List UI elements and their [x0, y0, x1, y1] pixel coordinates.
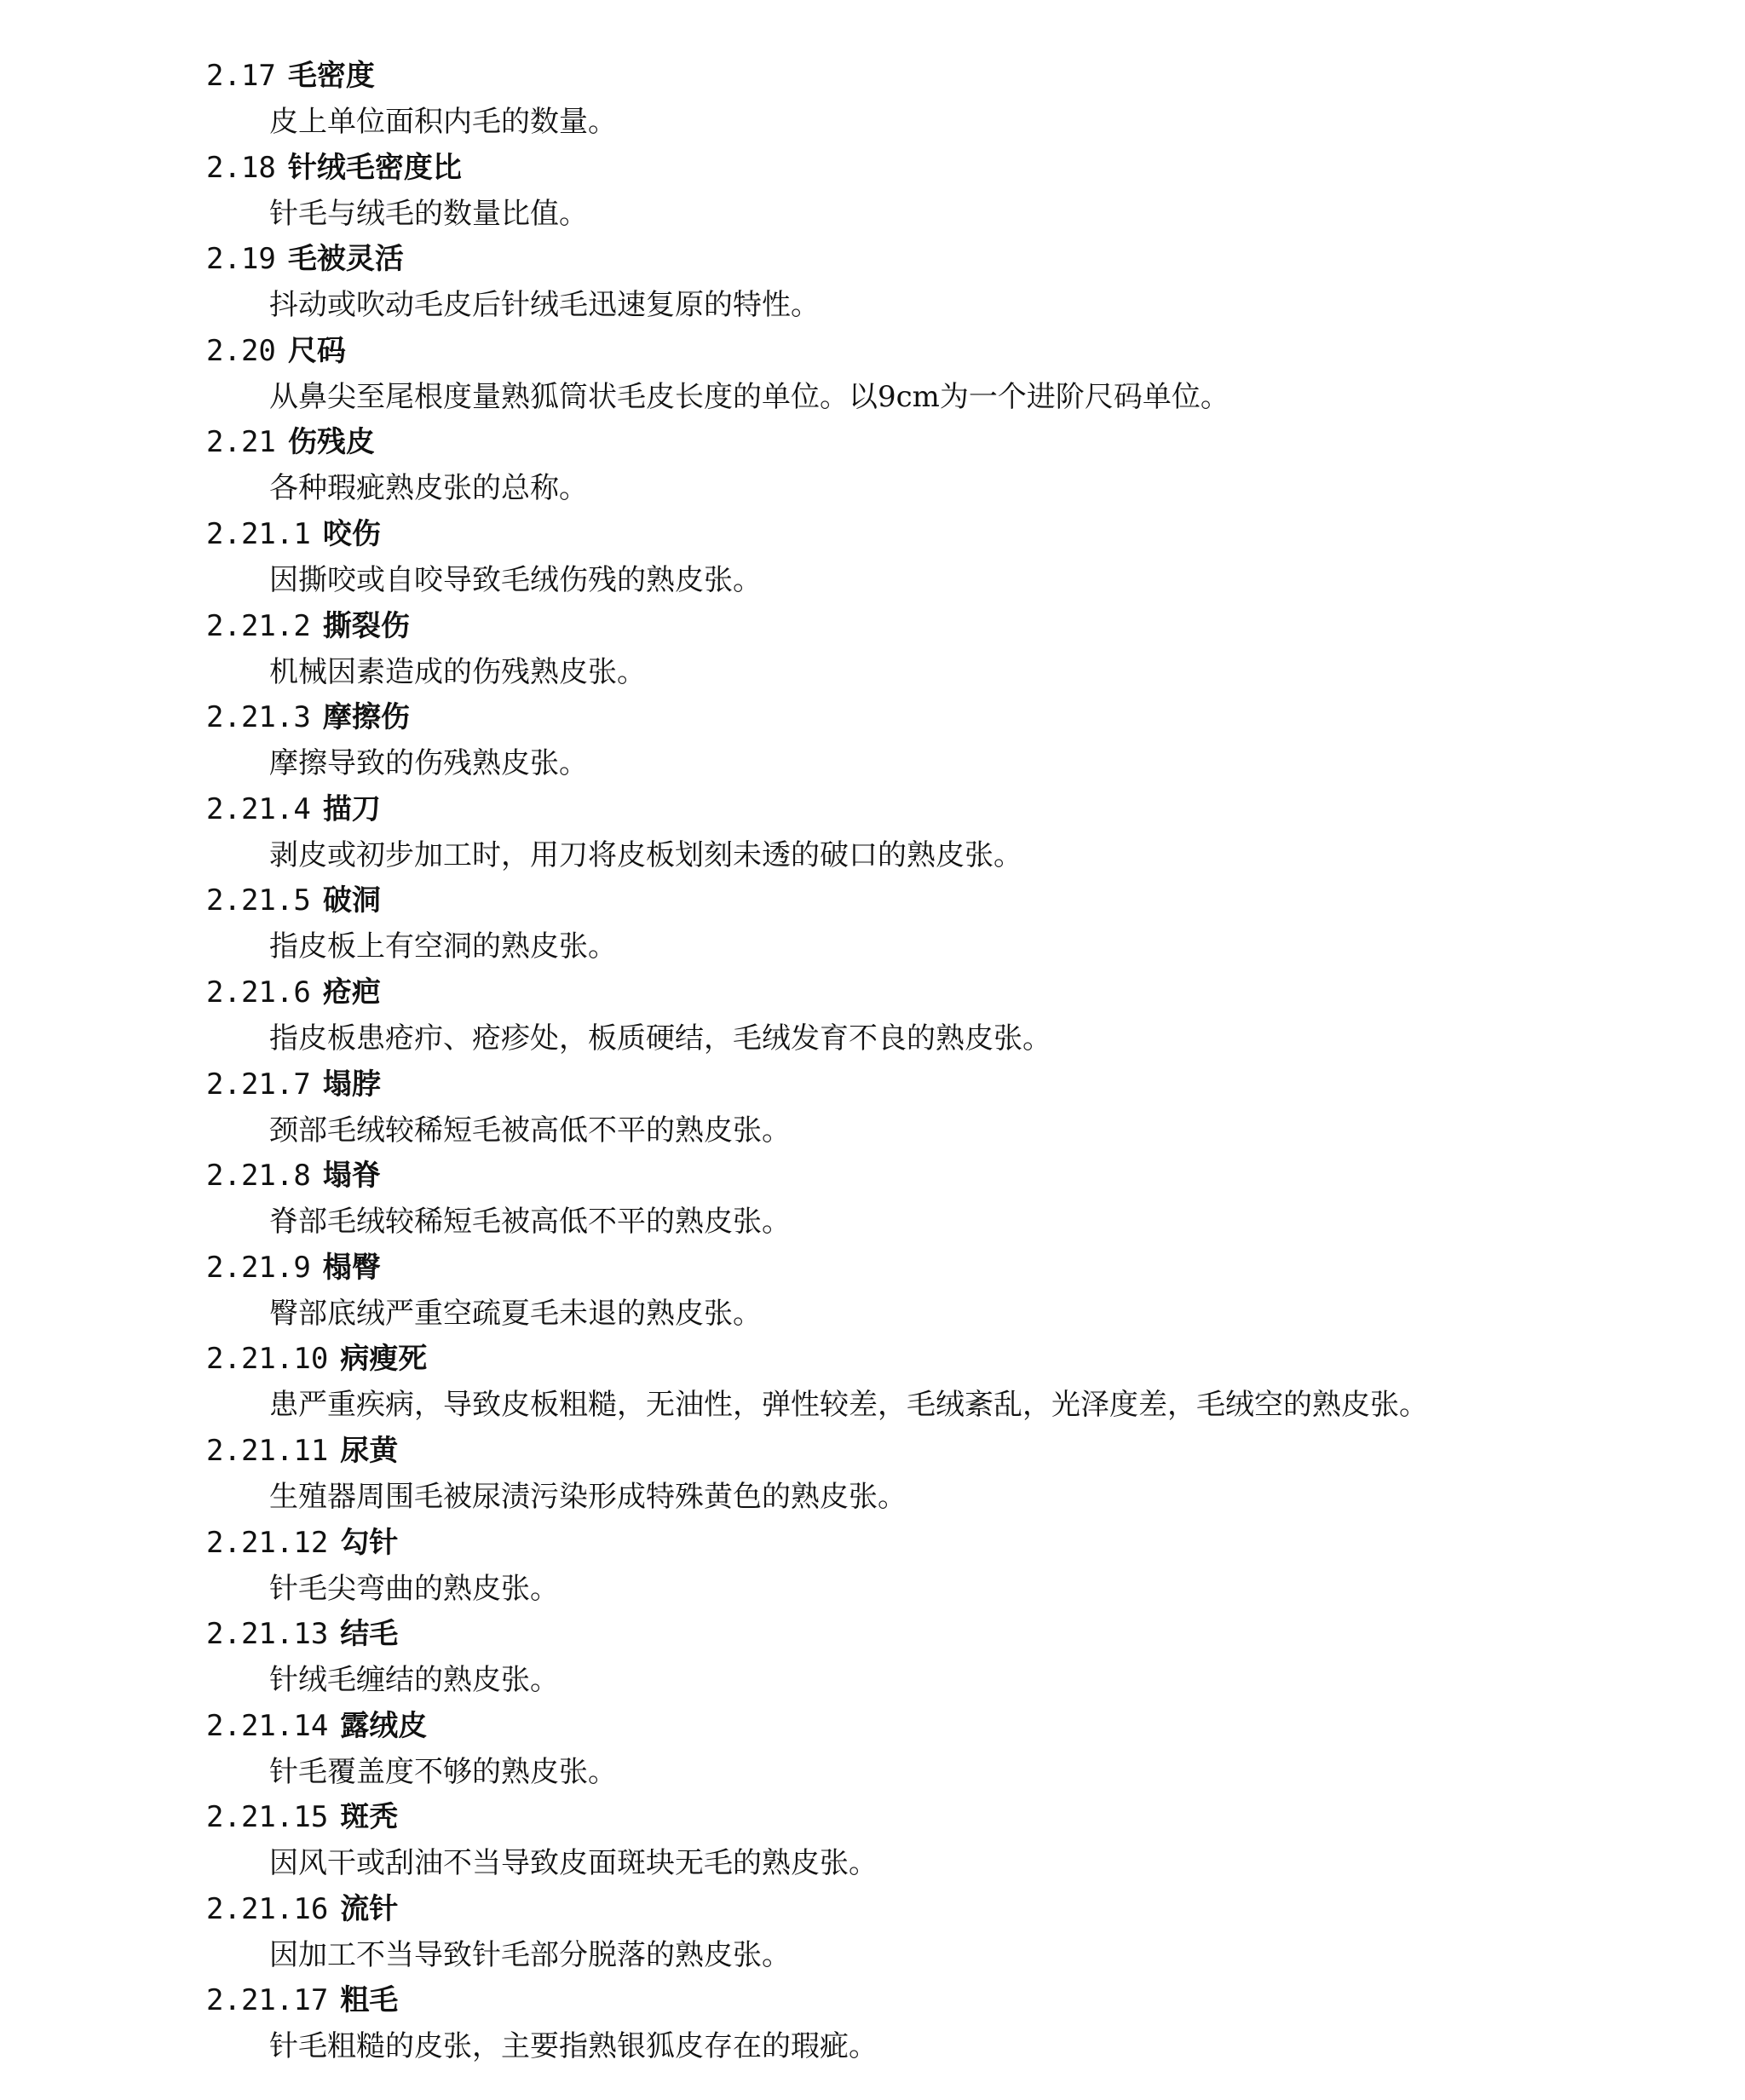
- term-number: 2.21.3: [206, 700, 311, 735]
- term-definition: 各种瑕疵熟皮张的总称。: [269, 471, 588, 506]
- term-name: 塌脖: [322, 1067, 381, 1102]
- term-name: 针绒毛密度比: [287, 150, 462, 185]
- term-number: 2.21.10: [206, 1342, 329, 1377]
- term-number: 2.21.8: [206, 1159, 311, 1194]
- term-definition: 机械因素造成的伤残熟皮张。: [269, 654, 646, 689]
- term-definition: 针绒毛缠结的熟皮张。: [269, 1663, 559, 1698]
- term-number: 2.21: [206, 425, 276, 460]
- term-number: 2.21.16: [206, 1891, 329, 1926]
- term-heading: [206, 236, 404, 282]
- term-heading: [206, 1336, 427, 1382]
- term-number: 2.21.5: [206, 883, 311, 918]
- term-heading: [206, 1703, 427, 1749]
- term-number: 2.20: [206, 333, 276, 368]
- term-heading: [206, 1428, 398, 1474]
- term-number: 2.21.13: [206, 1617, 329, 1652]
- term-entry: [0, 236, 1745, 328]
- term-number: 2.21.7: [206, 1067, 311, 1102]
- term-number: 2.21.17: [206, 1983, 329, 2018]
- term-name: 毛被灵活: [287, 242, 404, 277]
- term-definition: 因加工不当导致针毛部分脱落的熟皮张。: [269, 1937, 791, 1972]
- term-name: 流针: [340, 1891, 399, 1926]
- term-name: 摩擦伤: [322, 700, 410, 735]
- term-name: 伤残皮: [287, 425, 375, 460]
- term-definition: 指皮板上有空洞的熟皮张。: [269, 929, 617, 964]
- term-definition: 患严重疾病，导致皮板粗糙，无油性，弹性较差，毛绒紊乱，光泽度差，毛绒空的熟皮张。: [269, 1388, 1428, 1423]
- term-heading: [206, 786, 381, 832]
- term-definition: 因风干或刮油不当导致皮面斑块无毛的熟皮张。: [269, 1846, 878, 1881]
- term-definition: 臀部底绒严重空疏夏毛未退的熟皮张。: [269, 1296, 762, 1331]
- term-entry: [0, 1611, 1745, 1703]
- term-entry: [0, 1794, 1745, 1886]
- term-entry: [0, 1703, 1745, 1795]
- term-number: 2.21.11: [206, 1433, 329, 1468]
- term-entry: [0, 328, 1745, 420]
- term-definition: 指皮板患疮疖、疮疹处，板质硬结，毛绒发育不良的熟皮张。: [269, 1021, 1051, 1056]
- term-definition: 抖动或吹动毛皮后针绒毛迅速复原的特性。: [269, 288, 820, 323]
- term-entry: [0, 1520, 1745, 1612]
- term-definition: 针毛尖弯曲的熟皮张。: [269, 1571, 559, 1606]
- term-entry: [0, 1977, 1745, 2069]
- term-definition: 因撕咬或自咬导致毛绒伤残的熟皮张。: [269, 562, 762, 597]
- term-heading: [206, 511, 381, 557]
- term-heading: [206, 1977, 398, 2023]
- term-heading: [206, 1520, 398, 1566]
- term-entry: [0, 603, 1745, 695]
- term-number: 2.19: [206, 242, 276, 277]
- term-name: 破洞: [322, 883, 381, 918]
- term-heading: [206, 603, 410, 649]
- term-name: 病瘦死: [340, 1342, 428, 1377]
- term-number: 2.21.15: [206, 1800, 329, 1835]
- term-number: 2.21.12: [206, 1525, 329, 1560]
- document-body: [0, 53, 1745, 2069]
- term-name: 塌脊: [322, 1159, 381, 1194]
- term-definition: 摩擦导致的伤残熟皮张。: [269, 746, 588, 781]
- term-number: 2.21.6: [206, 975, 311, 1010]
- term-name: 撕裂伤: [322, 608, 410, 643]
- term-name: 描刀: [322, 791, 381, 826]
- term-entry: [0, 1153, 1745, 1245]
- term-number: 2.17: [206, 59, 276, 93]
- term-entry: [0, 877, 1745, 969]
- term-heading: [206, 1794, 398, 1840]
- term-definition: 脊部毛绒较稀短毛被高低不平的熟皮张。: [269, 1205, 791, 1240]
- term-name: 结毛: [340, 1617, 399, 1652]
- term-entry: [0, 1062, 1745, 1154]
- term-entry: [0, 694, 1745, 786]
- term-name: 粗毛: [340, 1983, 399, 2018]
- term-name: 榻臀: [322, 1250, 381, 1285]
- term-heading: [206, 969, 381, 1015]
- term-name: 露绒皮: [340, 1708, 428, 1743]
- term-number: 2.21.9: [206, 1250, 311, 1285]
- term-entry: [0, 145, 1745, 237]
- term-definition: 生殖器周围毛被尿渍污染形成特殊黄色的熟皮张。: [269, 1479, 907, 1514]
- term-heading: [206, 145, 462, 191]
- term-name: 咬伤: [322, 516, 381, 551]
- term-heading: [206, 1153, 381, 1199]
- term-number: 2.21.4: [206, 791, 311, 826]
- term-entry: [0, 786, 1745, 878]
- term-heading: [206, 419, 375, 465]
- term-heading: [206, 1062, 381, 1108]
- term-number: 2.18: [206, 150, 276, 185]
- term-entry: [0, 53, 1745, 145]
- term-heading: [206, 1245, 381, 1291]
- term-name: 尺码: [287, 333, 346, 368]
- term-name: 斑秃: [340, 1800, 399, 1835]
- term-heading: [206, 328, 346, 374]
- term-number: 2.21.2: [206, 608, 311, 643]
- term-entry: [0, 1428, 1745, 1520]
- term-heading: [206, 1611, 398, 1657]
- term-entry: [0, 1886, 1745, 1978]
- term-name: 勾针: [340, 1525, 399, 1560]
- term-definition: 皮上单位面积内毛的数量。: [269, 105, 617, 139]
- term-entry: [0, 969, 1745, 1062]
- term-definition: 颈部毛绒较稀短毛被高低不平的熟皮张。: [269, 1113, 791, 1148]
- term-number: 2.21.1: [206, 516, 311, 551]
- term-entry: [0, 1336, 1745, 1428]
- term-name: 毛密度: [287, 59, 375, 93]
- term-entry: [0, 1245, 1745, 1337]
- term-heading: [206, 1886, 398, 1932]
- term-name: 疮疤: [322, 975, 381, 1010]
- term-definition: 剥皮或初步加工时，用刀将皮板划刻未透的破口的熟皮张。: [269, 837, 1022, 872]
- term-number: 2.21.14: [206, 1708, 329, 1743]
- term-name: 尿黄: [340, 1433, 399, 1468]
- term-entry: [0, 419, 1745, 511]
- term-heading: [206, 877, 381, 923]
- term-definition: 针毛粗糙的皮张，主要指熟银狐皮存在的瑕疵。: [269, 2029, 878, 2064]
- term-entry: [0, 511, 1745, 603]
- term-definition: 从鼻尖至尾根度量熟狐筒状毛皮长度的单位。以9cm为一个进阶尺码单位。: [269, 379, 1230, 414]
- term-definition: 针毛覆盖度不够的熟皮张。: [269, 1754, 617, 1789]
- term-heading: [206, 53, 375, 99]
- term-heading: [206, 694, 410, 740]
- term-definition: 针毛与绒毛的数量比值。: [269, 196, 588, 231]
